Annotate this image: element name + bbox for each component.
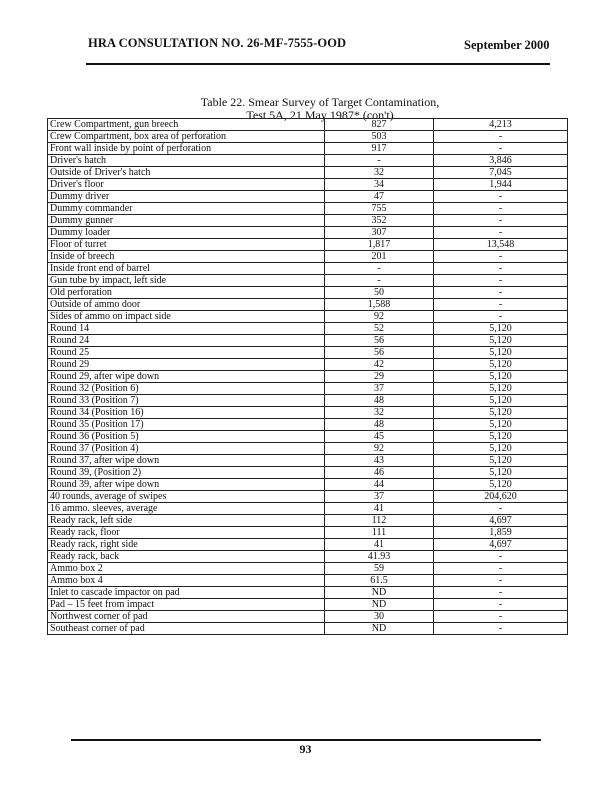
value-cell-a: 46 (325, 467, 434, 479)
value-cell-b: - (434, 275, 568, 287)
table-row (48, 179, 568, 191)
value-cell-a: 45 (325, 431, 434, 443)
table-row (48, 395, 568, 407)
location-cell: Ammo box 2 (48, 563, 325, 575)
value-cell-a: - (325, 263, 434, 275)
location-cell: Round 36 (Position 5) (48, 431, 325, 443)
table-row (48, 503, 568, 515)
value-cell-b: 5,120 (434, 395, 568, 407)
table-row (48, 239, 568, 251)
table-body (48, 119, 568, 635)
table-row (48, 311, 568, 323)
value-cell-a: ND (325, 599, 434, 611)
value-cell-b: - (434, 611, 568, 623)
value-cell-b: - (434, 575, 568, 587)
table-row (48, 563, 568, 575)
value-cell-a: 827 (325, 119, 434, 131)
value-cell-a: 41 (325, 539, 434, 551)
value-cell-a: - (325, 155, 434, 167)
table-row (48, 119, 568, 131)
value-cell-a: 37 (325, 491, 434, 503)
location-cell: Driver's hatch (48, 155, 325, 167)
location-cell: Dummy gunner (48, 215, 325, 227)
location-cell: Round 24 (48, 335, 325, 347)
value-cell-b: - (434, 599, 568, 611)
location-cell: Round 37 (Position 4) (48, 443, 325, 455)
location-cell: Inside of breech (48, 251, 325, 263)
value-cell-b: 1,944 (434, 179, 568, 191)
value-cell-a: 1,588 (325, 299, 434, 311)
value-cell-b: - (434, 131, 568, 143)
value-cell-a: 112 (325, 515, 434, 527)
table-row (48, 167, 568, 179)
value-cell-a: 755 (325, 203, 434, 215)
location-cell: Dummy commander (48, 203, 325, 215)
value-cell-b: 4,213 (434, 119, 568, 131)
location-cell: Pad – 15 feet from impact (48, 599, 325, 611)
location-cell: Inside front end of barrel (48, 263, 325, 275)
table-row (48, 443, 568, 455)
value-cell-b: - (434, 287, 568, 299)
value-cell-b: 5,120 (434, 419, 568, 431)
location-cell: 40 rounds, average of swipes (48, 491, 325, 503)
value-cell-b: 5,120 (434, 323, 568, 335)
table-row (48, 587, 568, 599)
value-cell-a: 42 (325, 359, 434, 371)
value-cell-b: - (434, 587, 568, 599)
location-cell: Inlet to cascade impactor on pad (48, 587, 325, 599)
page-number: 93 (299, 742, 312, 756)
table-row (48, 455, 568, 467)
table-row (48, 623, 568, 635)
value-cell-a: 48 (325, 419, 434, 431)
value-cell-a: 59 (325, 563, 434, 575)
value-cell-b: - (434, 143, 568, 155)
location-cell: 16 ammo. sleeves, average (48, 503, 325, 515)
table-caption-line1: Table 22. Smear Survey of Target Contamination, (200, 95, 440, 109)
table-row (48, 263, 568, 275)
value-cell-a: 44 (325, 479, 434, 491)
table-row (48, 491, 568, 503)
table-row (48, 575, 568, 587)
location-cell: Front wall inside by point of perforation (48, 143, 325, 155)
document-header-title: HRA CONSULTATION NO. 26-MF-7555-OOD (88, 36, 347, 50)
value-cell-b: 5,120 (434, 359, 568, 371)
value-cell-a: 30 (325, 611, 434, 623)
value-cell-a: 37 (325, 383, 434, 395)
table-row (48, 527, 568, 539)
table-row (48, 143, 568, 155)
table-row (48, 515, 568, 527)
location-cell: Outside of ammo door (48, 299, 325, 311)
value-cell-b: 5,120 (434, 455, 568, 467)
location-cell: Dummy loader (48, 227, 325, 239)
value-cell-a: 111 (325, 527, 434, 539)
value-cell-b: 5,120 (434, 467, 568, 479)
table-row (48, 215, 568, 227)
value-cell-b: 5,120 (434, 335, 568, 347)
footer-divider (71, 739, 541, 741)
value-cell-a: 201 (325, 251, 434, 263)
value-cell-b: - (434, 551, 568, 563)
value-cell-a: ND (325, 623, 434, 635)
value-cell-b: - (434, 263, 568, 275)
document-header-date: September 2000 (464, 38, 550, 52)
location-cell: Ready rack, back (48, 551, 325, 563)
location-cell: Round 32 (Position 6) (48, 383, 325, 395)
table-row (48, 275, 568, 287)
location-cell: Floor of turret (48, 239, 325, 251)
value-cell-b: 5,120 (434, 347, 568, 359)
location-cell: Crew Compartment, gun breech (48, 119, 325, 131)
smear-survey-table (47, 118, 568, 635)
value-cell-b: - (434, 299, 568, 311)
value-cell-a: ND (325, 587, 434, 599)
location-cell: Ready rack, left side (48, 515, 325, 527)
value-cell-a: 917 (325, 143, 434, 155)
table-row (48, 299, 568, 311)
location-cell: Round 29, after wipe down (48, 371, 325, 383)
value-cell-b: 5,120 (434, 407, 568, 419)
table-row (48, 347, 568, 359)
value-cell-b: 5,120 (434, 371, 568, 383)
location-cell: Ready rack, right side (48, 539, 325, 551)
table-row (48, 419, 568, 431)
table-row (48, 551, 568, 563)
location-cell: Round 35 (Position 17) (48, 419, 325, 431)
value-cell-a: 52 (325, 323, 434, 335)
value-cell-b: - (434, 311, 568, 323)
value-cell-b: 5,120 (434, 431, 568, 443)
header-divider (86, 63, 550, 65)
value-cell-b: 4,697 (434, 515, 568, 527)
value-cell-b: - (434, 215, 568, 227)
table-row (48, 407, 568, 419)
table-row (48, 539, 568, 551)
value-cell-b: 5,120 (434, 443, 568, 455)
table-row (48, 371, 568, 383)
value-cell-b: - (434, 227, 568, 239)
table-row (48, 251, 568, 263)
location-cell: Round 29 (48, 359, 325, 371)
value-cell-a: 92 (325, 443, 434, 455)
value-cell-b: - (434, 563, 568, 575)
value-cell-a: 307 (325, 227, 434, 239)
value-cell-b: - (434, 203, 568, 215)
table-row (48, 611, 568, 623)
table-caption-line2: Test 5A, 21 May 1987* (con't) (246, 108, 394, 122)
location-cell: Sides of ammo on impact side (48, 311, 325, 323)
value-cell-a: 41.93 (325, 551, 434, 563)
location-cell: Northwest corner of pad (48, 611, 325, 623)
value-cell-a: 32 (325, 407, 434, 419)
table-row (48, 287, 568, 299)
value-cell-a: 352 (325, 215, 434, 227)
value-cell-a: 503 (325, 131, 434, 143)
value-cell-a: 29 (325, 371, 434, 383)
location-cell: Round 25 (48, 347, 325, 359)
value-cell-a: 47 (325, 191, 434, 203)
table-row (48, 227, 568, 239)
table-row (48, 323, 568, 335)
location-cell: Round 39, (Position 2) (48, 467, 325, 479)
location-cell: Ammo box 4 (48, 575, 325, 587)
value-cell-a: 50 (325, 287, 434, 299)
table-row (48, 431, 568, 443)
location-cell: Round 14 (48, 323, 325, 335)
value-cell-b: - (434, 251, 568, 263)
location-cell: Dummy driver (48, 191, 325, 203)
value-cell-b: - (434, 503, 568, 515)
value-cell-b: 4,697 (434, 539, 568, 551)
table-row (48, 359, 568, 371)
value-cell-a: 56 (325, 335, 434, 347)
value-cell-b: 5,120 (434, 479, 568, 491)
table-row (48, 383, 568, 395)
value-cell-b: 13,548 (434, 239, 568, 251)
table-row (48, 191, 568, 203)
value-cell-a: 1,817 (325, 239, 434, 251)
location-cell: Round 37, after wipe down (48, 455, 325, 467)
table-row (48, 335, 568, 347)
value-cell-a: 32 (325, 167, 434, 179)
value-cell-b: 3,846 (434, 155, 568, 167)
table-row (48, 155, 568, 167)
table-row (48, 599, 568, 611)
value-cell-b: 7,045 (434, 167, 568, 179)
value-cell-b: 1,859 (434, 527, 568, 539)
value-cell-b: 204,620 (434, 491, 568, 503)
location-cell: Ready rack, floor (48, 527, 325, 539)
value-cell-a: 92 (325, 311, 434, 323)
value-cell-a: - (325, 275, 434, 287)
location-cell: Round 33 (Position 7) (48, 395, 325, 407)
location-cell: Round 39, after wipe down (48, 479, 325, 491)
table-row (48, 203, 568, 215)
location-cell: Gun tube by impact, left side (48, 275, 325, 287)
location-cell: Driver's floor (48, 179, 325, 191)
value-cell-a: 34 (325, 179, 434, 191)
value-cell-b: 5,120 (434, 383, 568, 395)
value-cell-a: 43 (325, 455, 434, 467)
location-cell: Old perforation (48, 287, 325, 299)
location-cell: Southeast corner of pad (48, 623, 325, 635)
table-row (48, 467, 568, 479)
value-cell-a: 61.5 (325, 575, 434, 587)
value-cell-a: 56 (325, 347, 434, 359)
value-cell-b: - (434, 191, 568, 203)
value-cell-a: 41 (325, 503, 434, 515)
value-cell-a: 48 (325, 395, 434, 407)
location-cell: Round 34 (Position 16) (48, 407, 325, 419)
value-cell-b: - (434, 623, 568, 635)
location-cell: Crew Compartment, box area of perforation (48, 131, 325, 143)
location-cell: Outside of Driver's hatch (48, 167, 325, 179)
table-row (48, 479, 568, 491)
table-row (48, 131, 568, 143)
